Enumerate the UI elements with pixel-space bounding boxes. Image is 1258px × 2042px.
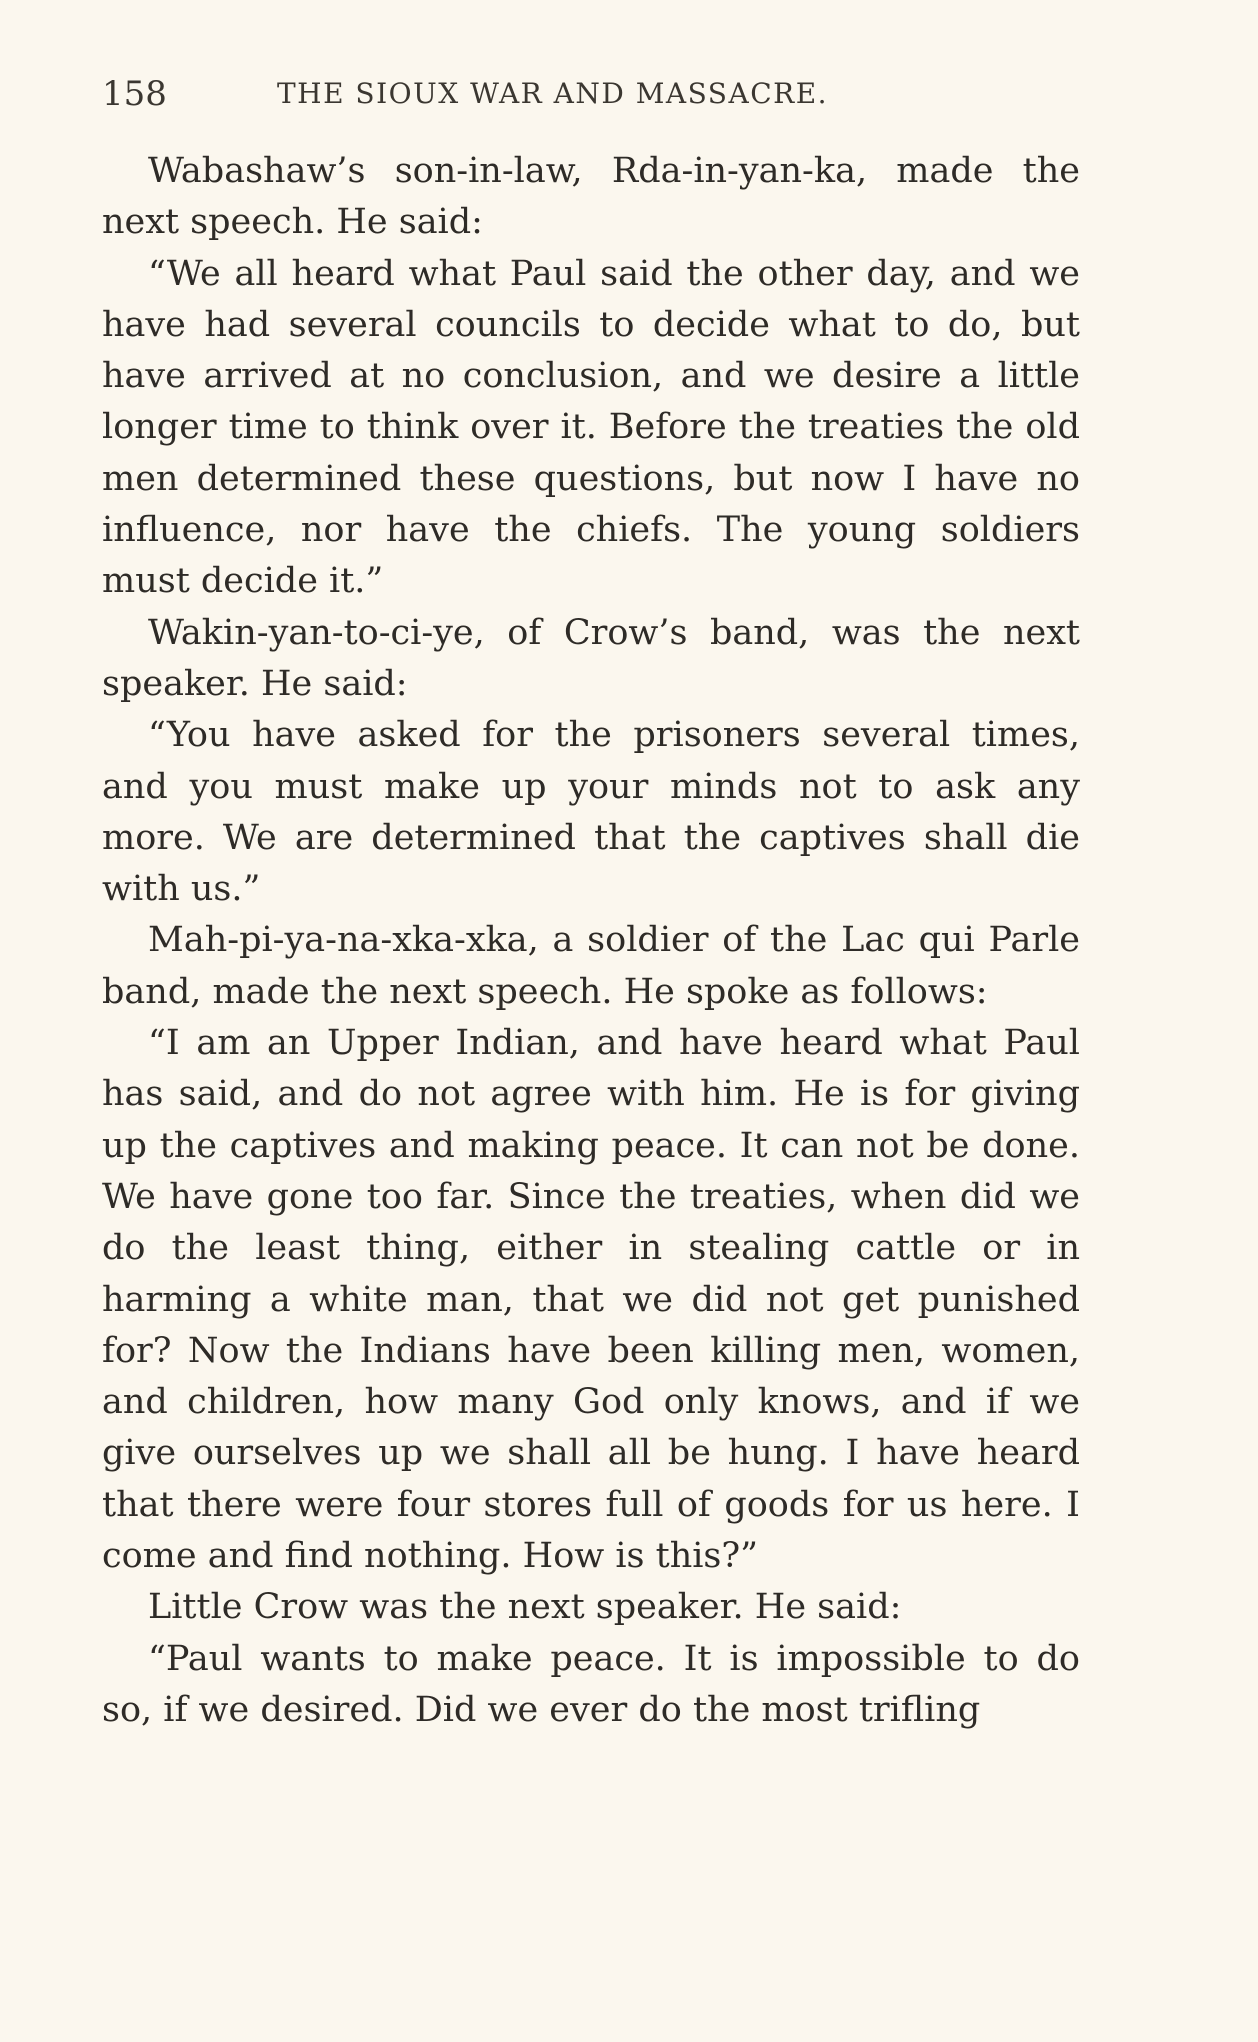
body-text	[102, 146, 1080, 1736]
paragraph-rda-in-yan-ka-intro: Wabashaw’s son-in-law, Rda-in-yan-ka, made the next speech. He said:	[102, 151, 1080, 243]
running-head	[102, 64, 1080, 124]
paragraph-mah-pi-ya-intro: Mah-pi-ya-na-xka-xka, a soldier of the Lac qui Parle band, made the next speech. He spoke as follows:	[102, 920, 1080, 1012]
paragraph-mah-pi-ya-speech: “I am an Upper Indian, and have heard what Paul has said, and do not agree with him. He is for giving up the captives and making peace. It can not be done. We have gone too far. Since the treaties, when did we do the least thing, either in stealing cattle or in harming a white man, that we did not get punished for? Now the Indians have been killing men, women, and children, how many God only knows, and if we give ourselves up we shall all be hung. I have heard that there were four stores full of goods for us here. I come and find nothing. How is this?”	[102, 1023, 1080, 1577]
paragraph-wakin-yan-to-ci-ye-intro: Wakin-yan-to-ci-ye, of Crow’s band, was the next speaker. He said:	[102, 612, 1080, 704]
page-number: 158	[102, 74, 167, 114]
paragraph-little-crow-intro: Little Crow was the next speaker. He said:	[148, 1587, 902, 1628]
paragraph-little-crow-speech: “Paul wants to make peace. It is impossible to do so, if we desired. Did we ever do the most trifling	[102, 1638, 1080, 1730]
paragraph-rda-in-yan-ka-speech: “We all heard what Paul said the other day, and we have had several councils to decide what to do, but have arrived at no conclusion, and we desire a little longer time to think over it. Before the treaties the old men determined these questions, but now I have no influence, nor have the chiefs. The young soldiers must decide it.”	[102, 253, 1080, 602]
paragraph-wakin-yan-to-ci-ye-speech: “You have asked for the prisoners several times, and you must make up your minds not to ask any more. We are determined that the captives shall die with us.”	[102, 715, 1080, 910]
running-title: THE SIOUX WAR AND MASSACRE.	[277, 77, 829, 110]
book-page	[102, 64, 1080, 1736]
